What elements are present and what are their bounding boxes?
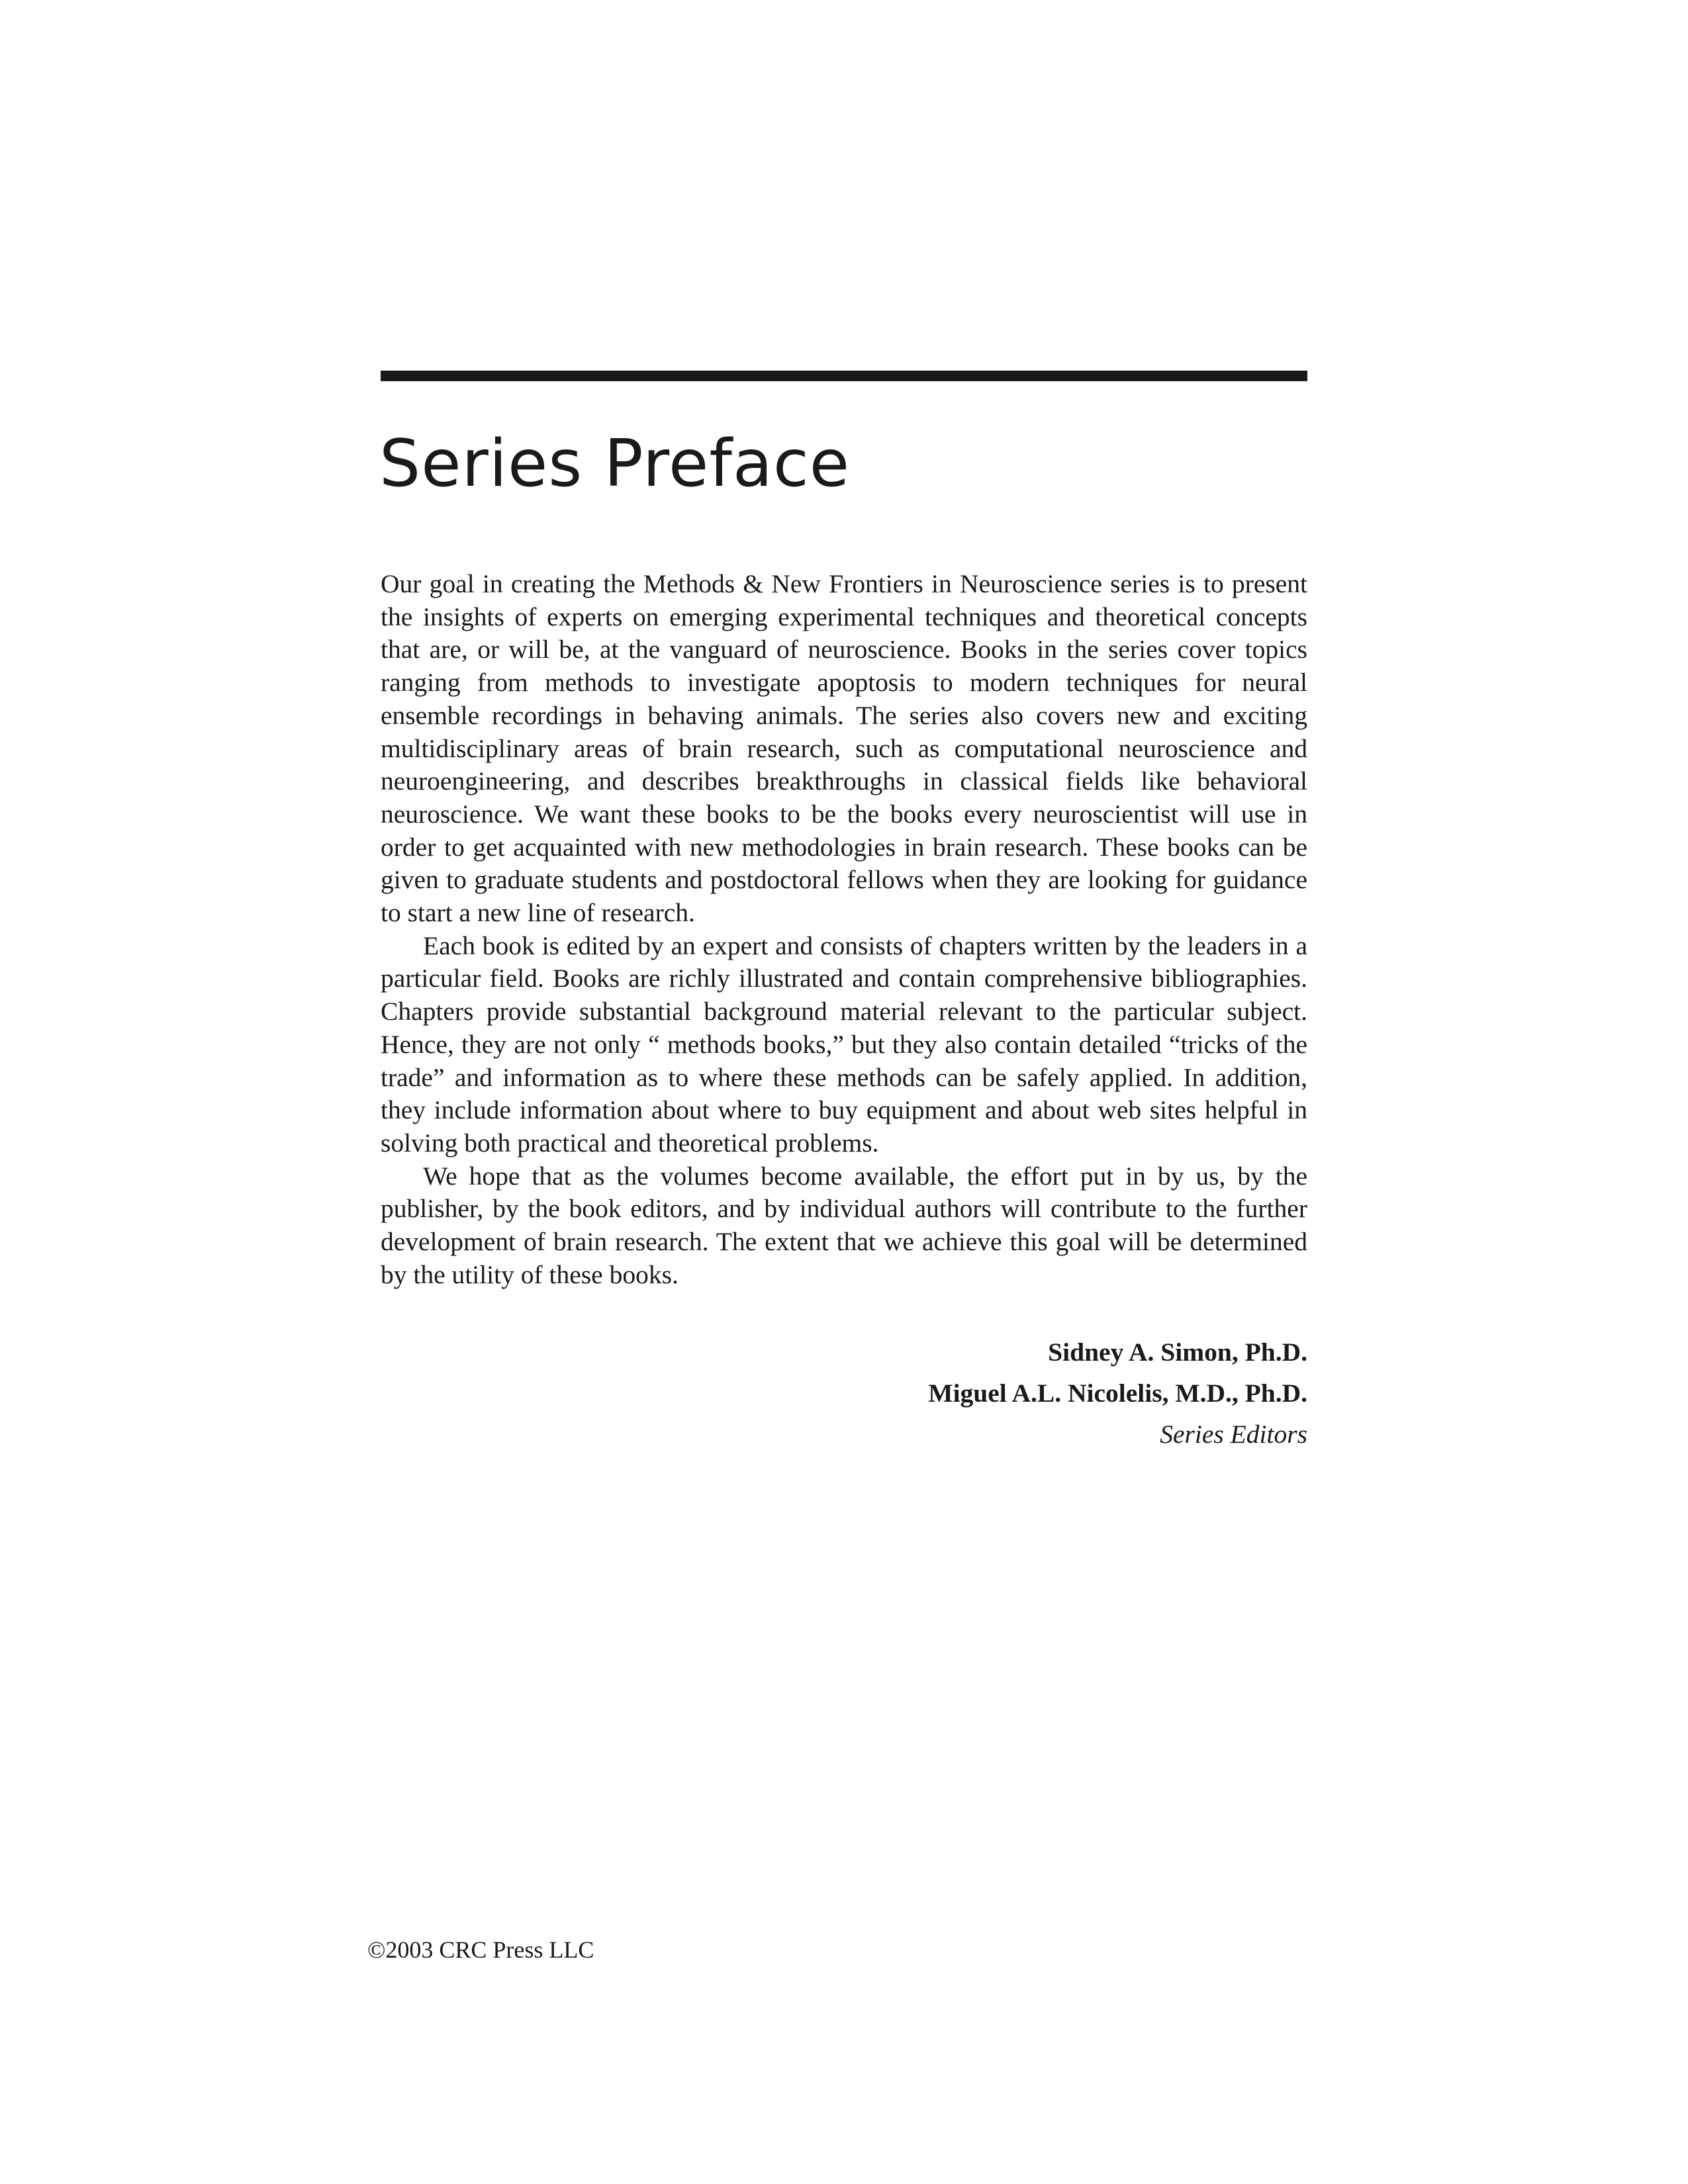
preface-body xyxy=(381,568,1307,1291)
copyright-footer: ©2003 CRC Press LLC xyxy=(367,1936,594,1963)
paragraph-2: Each book is edited by an expert and consists of chapters written by the leaders in a particular field. Books are richly illustrated and contain comprehensive bibliographies. Chapters provide substantial background material relevant to the particular subject. Hence, they are not only “ methods books,” but they also contain detailed “tricks of the trade” and information as to where these methods can be safely applied. In addition, they include information about where to buy equipment and about web sites helpful in solving both practical and theoretical problems. xyxy=(381,931,1307,1158)
signature-block xyxy=(381,1332,1307,1455)
editor-name-nicolelis: Miguel A.L. Nicolelis, M.D., Ph.D. xyxy=(928,1379,1307,1408)
paragraph-1: Our goal in creating the Methods & New Frontiers in Neuroscience series is to present the insights of experts on emerging experimental techniques and theoretical concepts that are, or will be, at the vanguard of neuroscience. Books in the series cover topics ranging from methods to investigate apoptosis to modern techniques for neural ensemble recordings in behaving animals. The series also covers new and exciting multidisciplinary areas of brain research, such as computational neuroscience and neuroengineering, and describes breakthroughs in classical fields like behavioral neuroscience. We want these books to be the books every neuroscientist will use in order to get acquainted with new methodologies in brain research. These books can be given to graduate students and postdoctoral fellows when they are looking for guidance to start a new line of research. xyxy=(381,569,1307,928)
editors-role: Series Editors xyxy=(1160,1420,1307,1449)
paragraph-3: We hope that as the volumes become available, the effort put in by us, by the publisher, by the book editors, and by individual authors will contribute to the further development of brain research. The extent that we achieve this goal will be determined by the utility of these books. xyxy=(381,1161,1307,1289)
page-title: Series Preface xyxy=(379,426,851,502)
editor-name-simon: Sidney A. Simon, Ph.D. xyxy=(1048,1338,1307,1367)
header-rule xyxy=(381,371,1307,381)
